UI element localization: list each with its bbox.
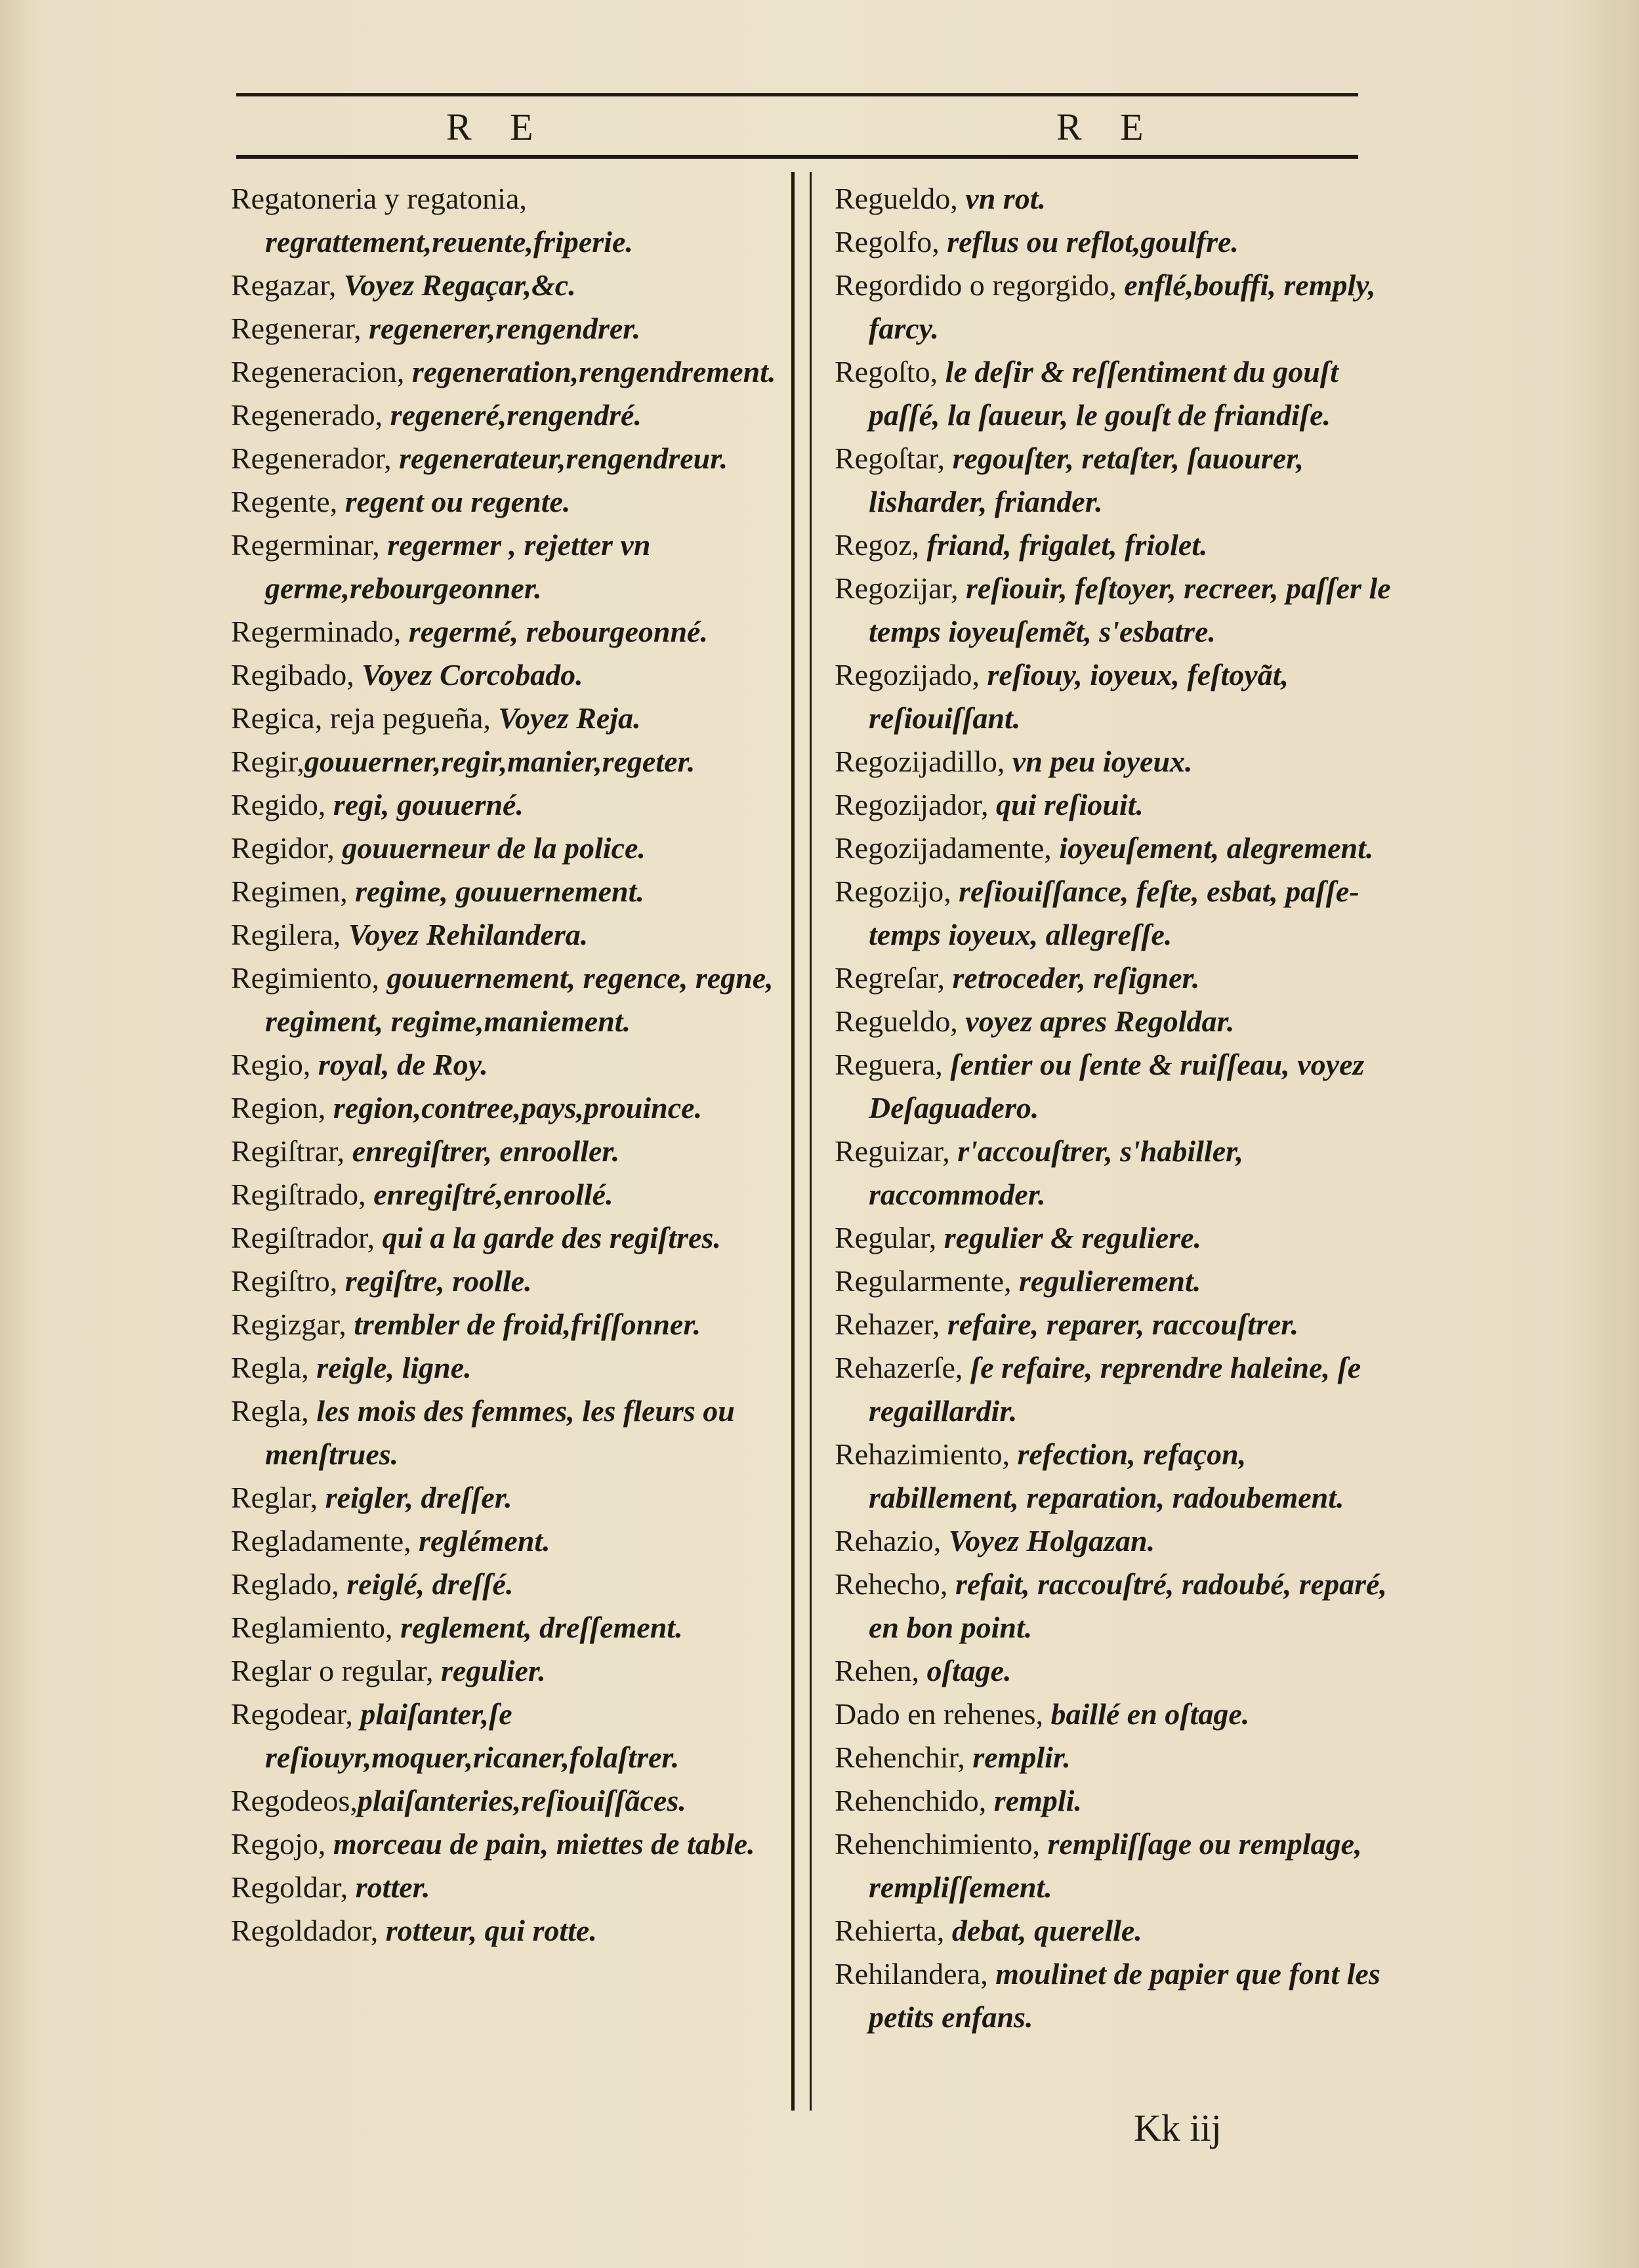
translation: vn peu ioyeux. [1005, 745, 1193, 778]
headword: Regir, [231, 745, 304, 778]
headword: Regoz, [835, 528, 920, 562]
dictionary-entry [231, 697, 789, 740]
headword: Regerminar, [231, 528, 380, 562]
headword: Regeneracion, [231, 355, 405, 388]
headword: Regordido o regorgido, [835, 268, 1117, 302]
dictionary-entry [835, 1649, 1392, 1693]
headword: Rehecho, [835, 1567, 948, 1601]
translation: rotter. [348, 1870, 430, 1904]
headword: Regoſtar, [835, 442, 945, 475]
translation: reigler, dreſſer. [318, 1481, 512, 1514]
translation: retroceder, reſigner. [945, 961, 1200, 995]
headword: Region, [231, 1091, 326, 1124]
dictionary-entry [835, 653, 1392, 740]
headword: Reglar o regular, [231, 1654, 434, 1687]
right-column [835, 177, 1392, 2039]
dictionary-entry [835, 740, 1392, 783]
translation: refait, raccouſtré, radoubé, reparé, en bon point. [869, 1567, 1387, 1644]
dictionary-entry [231, 1563, 789, 1606]
dictionary-entry [835, 1130, 1392, 1216]
headword: Regiſtrado, [231, 1178, 366, 1211]
dictionary-entry [231, 1390, 789, 1476]
dictionary-entry [835, 870, 1392, 957]
headword: Reglamiento, [231, 1611, 393, 1644]
translation: oſtage. [919, 1654, 1012, 1687]
translation: refaire, reparer, raccouſtrer. [940, 1308, 1299, 1341]
translation: regermer , rejetter vn germe,rebourgeonner. [265, 528, 651, 605]
translation: les mois des femmes, les fleurs ou menſtrues. [265, 1394, 735, 1471]
dictionary-entry [835, 827, 1392, 870]
translation: region,contree,pays,prouince. [325, 1091, 703, 1124]
headword: Regozijadamente, [835, 831, 1052, 865]
dictionary-entry [835, 1260, 1392, 1303]
translation: enregiſtré,enroollé. [365, 1178, 613, 1211]
headword: Regozijar, [835, 571, 959, 605]
translation: Voyez Holgazan. [941, 1524, 1155, 1557]
dictionary-entry [835, 567, 1392, 653]
signature-mark: Kk iij [1134, 2107, 1222, 2149]
translation: moulinet de papier que font les petits enfans. [869, 1957, 1380, 2034]
dictionary-entry [835, 177, 1392, 220]
headword: Rehierta, [835, 1914, 945, 1947]
translation: regouſter, retaſter, ſauourer, lisharder, friander. [869, 442, 1304, 518]
translation: voyez apres Regoldar. [957, 1004, 1235, 1038]
dictionary-entry [835, 1909, 1392, 1952]
headword: Regojo, [231, 1827, 326, 1861]
headword: Regilera, [231, 918, 341, 951]
dictionary-entry [231, 1043, 789, 1086]
translation: regenerer,rengendrer. [361, 312, 641, 345]
dictionary-entry [231, 394, 789, 437]
dictionary-entry [835, 1346, 1392, 1433]
headword: Regica, reja pegueña, [231, 701, 491, 735]
dictionary-entry [835, 1303, 1392, 1346]
headword: Regente, [231, 485, 338, 518]
headword: Regozijador, [835, 788, 989, 821]
translation: regulierement. [1011, 1264, 1201, 1298]
dictionary-entry [231, 610, 789, 653]
headword: Regozijado, [835, 658, 980, 691]
translation: r'accouſtrer, s'habiller, raccommoder. [869, 1134, 1243, 1211]
headword: Regla, [231, 1351, 309, 1384]
headword: Regerminado, [231, 615, 402, 648]
dictionary-entry [231, 264, 789, 307]
headword: Regenerar, [231, 312, 362, 345]
translation: rempli. [986, 1784, 1082, 1817]
headword: Rehazimiento, [835, 1437, 1010, 1471]
dictionary-entry [231, 1476, 789, 1519]
translation: gouuerner,regir,manier,regeter. [304, 745, 695, 778]
headword: Reguizar, [835, 1134, 950, 1168]
dictionary-entry [231, 350, 789, 394]
dictionary-entry [835, 1000, 1392, 1043]
headword: Regueldo, [835, 1004, 958, 1038]
headword: Regla, [231, 1394, 309, 1428]
headword: Regido, [231, 788, 326, 821]
translation: enflé,bouffi, remply, farcy. [869, 268, 1376, 345]
dictionary-entry [835, 1823, 1392, 1909]
translation: regeneration,rengendrement. [404, 355, 776, 388]
header-left: R E [446, 106, 548, 148]
translation: gouuerneur de la police. [334, 831, 646, 865]
headword: Regueldo, [835, 182, 958, 215]
headword: Regiſtro, [231, 1264, 338, 1298]
dictionary-entry [231, 653, 789, 697]
dictionary-entry [231, 177, 789, 264]
translation: ſentier ou ſente & ruiſſeau, voyez Deſaguadero. [869, 1048, 1365, 1124]
dictionary-entry [835, 1563, 1392, 1649]
translation: rotteur, qui rotte. [378, 1914, 597, 1947]
dictionary-entry [231, 480, 789, 524]
headword: Regodeos, [231, 1784, 358, 1817]
dictionary-entry [835, 783, 1392, 827]
translation: rempliſſage ou remplage, rempliſſement. [869, 1827, 1362, 1904]
translation: reſiouir, feſtoyer, recreer, paſſer le temps ioyeuſemẽt, s'esbatre. [869, 571, 1391, 648]
headword: Reglar, [231, 1481, 318, 1514]
headword: Rehazio, [835, 1524, 942, 1557]
translation: reglement, dreſſement. [392, 1611, 683, 1644]
translation: reſiouiſſance, feſte, esbat, paſſe-temps ioyeux, allegreſſe. [869, 875, 1359, 951]
headword: Rehazerſe, [835, 1351, 963, 1384]
dictionary-entry [231, 307, 789, 350]
headword: Regatoneria y regatonia, [231, 182, 527, 215]
headword: Rehenchido, [835, 1784, 987, 1817]
headword: Regular, [835, 1221, 937, 1254]
translation: enregiſtrer, enrooller. [344, 1134, 620, 1168]
dictionary-entry [231, 1173, 789, 1216]
dictionary-entry [231, 1823, 789, 1866]
headword: Regimen, [231, 875, 348, 908]
dictionary-entry [231, 1649, 789, 1693]
headword: Regozijadillo, [835, 745, 1005, 778]
dictionary-entry [835, 350, 1392, 437]
dictionary-entry [231, 524, 789, 610]
translation: regeneré,rengendré. [383, 398, 642, 432]
dictionary-entry [835, 957, 1392, 1000]
translation: reglément. [411, 1524, 550, 1557]
translation: Voyez Reja. [490, 701, 641, 735]
translation: plaiſanteries,reſiouiſſãces. [357, 1784, 686, 1817]
header-rule [236, 155, 1358, 159]
headword: Regibado, [231, 658, 354, 691]
dictionary-entry [231, 1303, 789, 1346]
headword: Regimiento, [231, 961, 380, 995]
dictionary-entry [835, 524, 1392, 567]
translation: regiſtre, roolle. [337, 1264, 532, 1298]
translation: le deſir & reſſentiment du gouſt paſſé, la ſaueur, le gouſt de friandiſe. [869, 355, 1338, 432]
headword: Reglado, [231, 1567, 339, 1601]
translation: vn rot. [957, 182, 1046, 215]
dictionary-entry [231, 827, 789, 870]
headword: Regizgar, [231, 1308, 346, 1341]
dictionary-entry [231, 1866, 789, 1909]
headword: Reguera, [835, 1048, 943, 1081]
headword: Regladamente, [231, 1524, 411, 1557]
headword: Rehilandera, [835, 1957, 988, 1990]
translation: regermé, rebourgeonné. [401, 615, 708, 648]
headword: Rehenchimiento, [835, 1827, 1040, 1861]
translation: ioyeuſement, alegrement. [1051, 831, 1374, 865]
headword: Regiſtrar, [231, 1134, 345, 1168]
headword: Regodear, [231, 1697, 353, 1731]
translation: regulier & reguliere. [936, 1221, 1202, 1254]
translation: refection, refaçon, rabillement, reparation, radoubement. [869, 1437, 1344, 1514]
translation: royal, de Roy. [310, 1048, 488, 1081]
translation: reigle, ligne. [308, 1351, 472, 1384]
headword: Regozijo, [835, 875, 951, 908]
translation: baillé en oſtage. [1043, 1697, 1250, 1731]
top-rule [236, 93, 1358, 96]
dictionary-entry [231, 783, 789, 827]
dictionary-entry [835, 1736, 1392, 1779]
translation: debat, querelle. [944, 1914, 1142, 1947]
dictionary-entry [231, 437, 789, 480]
headword: Regazar, [231, 268, 337, 302]
headword: Regenerado, [231, 398, 383, 432]
dictionary-entry [231, 1693, 789, 1779]
dictionary-entry [231, 1909, 789, 1952]
headword: Regoldador, [231, 1914, 379, 1947]
dictionary-entry [231, 1346, 789, 1390]
translation: regi, gouuerné. [325, 788, 524, 821]
translation: remplir. [965, 1741, 1071, 1774]
translation: regrattement,reuente,friperie. [265, 225, 633, 258]
translation: qui reſiouit. [988, 788, 1144, 821]
translation: regulier. [433, 1654, 546, 1687]
headword: Regolfo, [835, 225, 940, 258]
dictionary-entry [231, 1130, 789, 1173]
dictionary-entry [835, 1519, 1392, 1563]
dictionary-entry [231, 913, 789, 957]
dictionary-entry [231, 740, 789, 783]
dictionary-entry [231, 1519, 789, 1563]
column-divider [791, 172, 795, 2111]
dictionary-entry [835, 1693, 1392, 1736]
dictionary-entry [231, 1260, 789, 1303]
headword: Rehenchir, [835, 1741, 965, 1774]
dictionary-entry [231, 1606, 789, 1649]
dictionary-entry [835, 1779, 1392, 1823]
dictionary-entry [835, 1216, 1392, 1260]
dictionary-entry [835, 1433, 1392, 1519]
headword: Regreſar, [835, 961, 945, 995]
translation: regenerateur,rengendreur. [391, 442, 728, 475]
headword: Dado en rehenes, [835, 1697, 1044, 1731]
headword: Regularmente, [835, 1264, 1012, 1298]
translation: qui a la garde des regiſtres. [375, 1221, 721, 1254]
headword: Regoſto, [835, 355, 938, 388]
translation: reſiouy, ioyeux, feſtoyãt, reſiouiſſant. [869, 658, 1289, 735]
dictionary-entry [231, 957, 789, 1043]
translation: plaiſanter,ſe reſiouyr,moquer,ricaner,folaſtrer. [265, 1697, 680, 1774]
headword: Rehazer, [835, 1308, 940, 1341]
translation: Voyez Corcobado. [354, 658, 583, 691]
column-divider-inner [810, 172, 812, 2111]
headword: Rehen, [835, 1654, 920, 1687]
translation: reiglé, dreſſé. [339, 1567, 514, 1601]
translation: Voyez Rehilandera. [341, 918, 589, 951]
dictionary-entry [231, 1779, 789, 1823]
headword: Regenerador, [231, 442, 392, 475]
dictionary-entry [835, 220, 1392, 264]
translation: regime, gouuernement. [347, 875, 644, 908]
dictionary-entry [835, 1952, 1392, 2039]
translation: gouuernement, regence, regne, regiment, regime,maniement. [265, 961, 774, 1038]
dictionary-entry [231, 870, 789, 913]
translation: ſe refaire, reprendre haleine, ſe regaillardir. [869, 1351, 1361, 1428]
translation: morceau de pain, miettes de table. [325, 1827, 755, 1861]
dictionary-entry [231, 1086, 789, 1130]
translation: Voyez Regaçar,&c. [336, 268, 576, 302]
translation: reflus ou reflot,goulfre. [939, 225, 1239, 258]
dictionary-entry [835, 264, 1392, 350]
dictionary-entry [835, 437, 1392, 524]
translation: trembler de froid,friſſonner. [346, 1308, 701, 1341]
header-right: R E [1056, 106, 1158, 148]
translation: friand, frigalet, friolet. [919, 528, 1208, 562]
dictionary-entry [835, 1043, 1392, 1130]
translation: regent ou regente. [337, 485, 571, 518]
headword: Regio, [231, 1048, 311, 1081]
headword: Regidor, [231, 831, 335, 865]
left-column [231, 177, 789, 1952]
headword: Regoldar, [231, 1870, 348, 1904]
dictionary-entry [231, 1216, 789, 1260]
headword: Regiſtrador, [231, 1221, 375, 1254]
